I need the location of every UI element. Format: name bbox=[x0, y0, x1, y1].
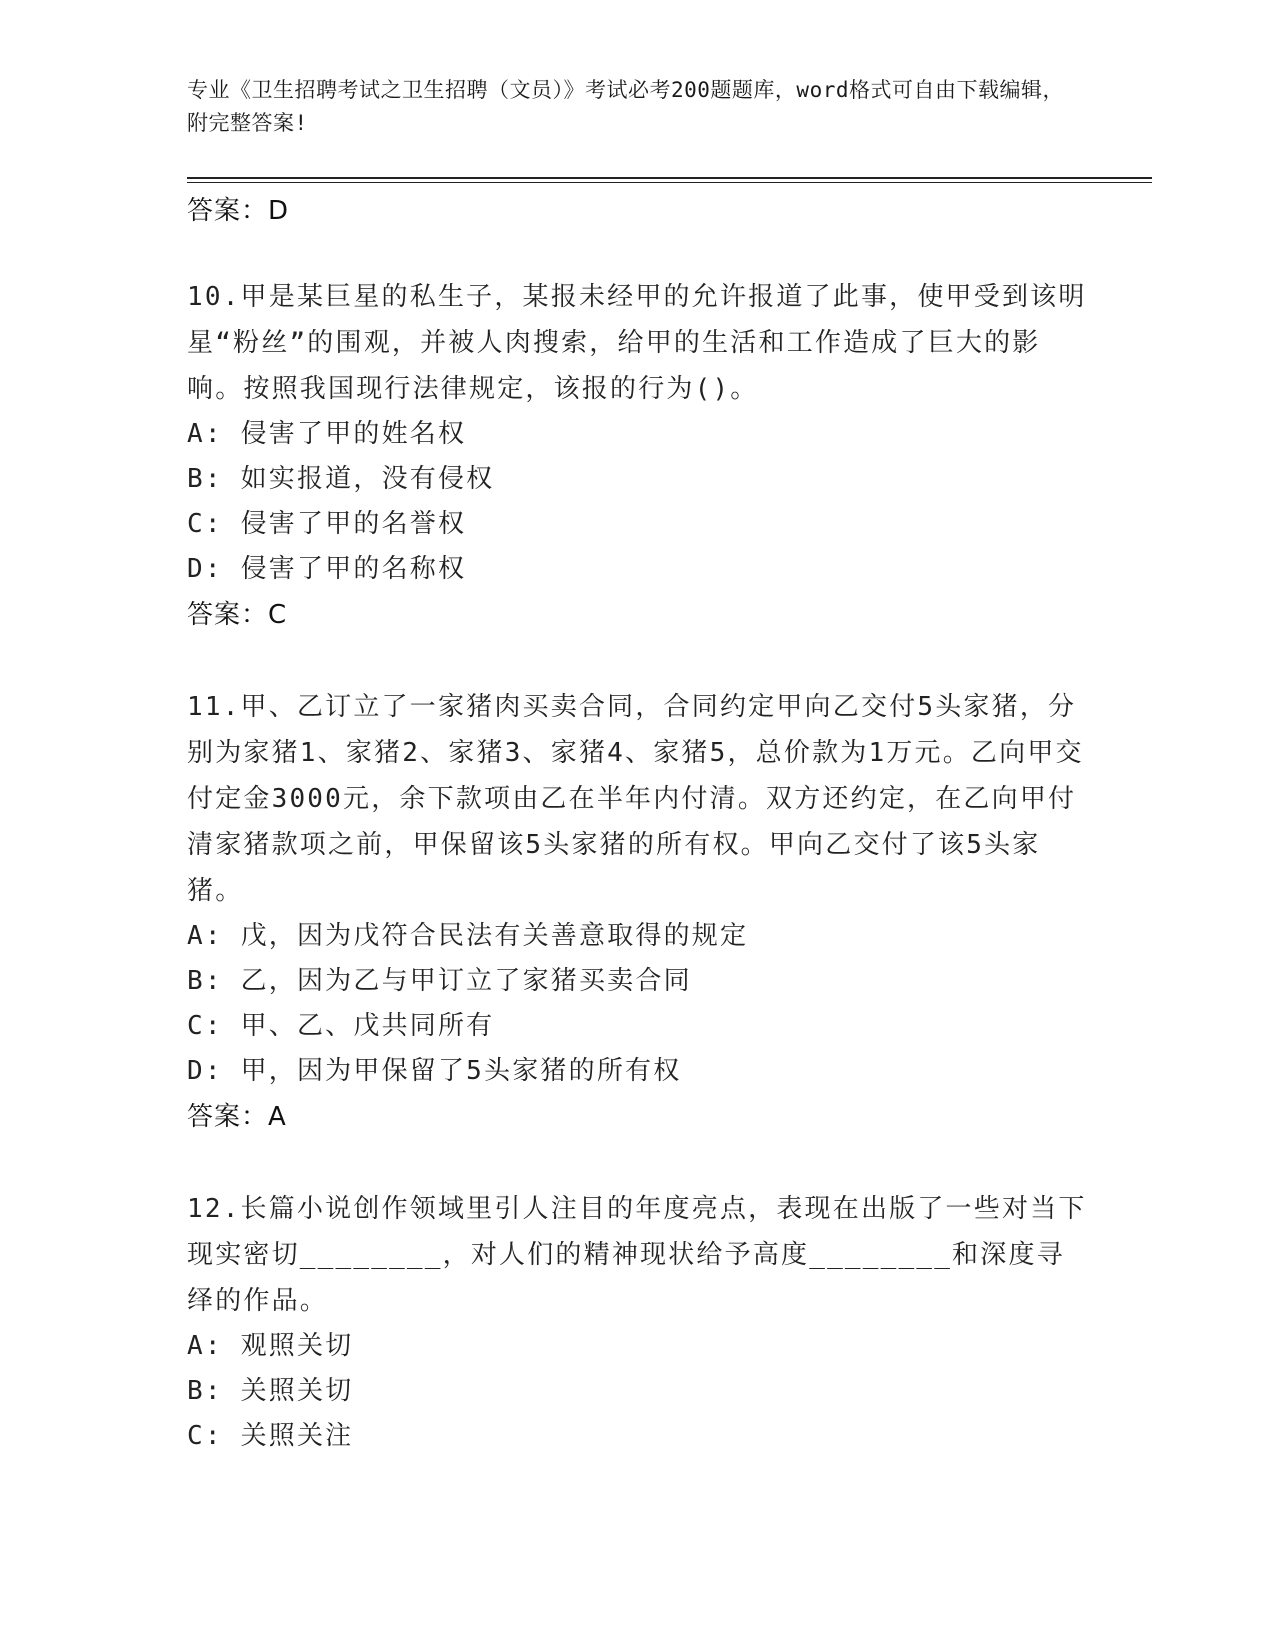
option-item bbox=[187, 1324, 1087, 1369]
option-letter: C: bbox=[187, 509, 223, 539]
option-text: 关照关注 bbox=[240, 1421, 354, 1451]
header-divider-thin bbox=[187, 182, 1152, 183]
answer-line bbox=[187, 188, 1087, 234]
question-text: 12.长篇小说创作领域里引人注目的年度亮点，表现在出版了一些对当下现实密切________，对人们的精神现状给予高度________和深度寻绎的作品。 bbox=[187, 1194, 1087, 1316]
option-letter: C: bbox=[187, 1421, 223, 1451]
answer-line bbox=[187, 592, 1087, 638]
answer-value: A bbox=[268, 1102, 287, 1132]
answer-label: 答案： bbox=[187, 196, 269, 226]
answer-value: C bbox=[268, 600, 288, 630]
option-item bbox=[187, 1369, 1087, 1414]
option-item bbox=[187, 1004, 1087, 1049]
option-letter: B: bbox=[187, 1376, 223, 1406]
document-body bbox=[187, 188, 1087, 1459]
option-text: 甲，因为甲保留了5头家猪的所有权 bbox=[240, 1056, 682, 1086]
question-block bbox=[187, 684, 1087, 1140]
option-text: 甲、乙、戊共同所有 bbox=[240, 1011, 495, 1041]
option-text: 侵害了甲的名誉权 bbox=[240, 509, 467, 539]
option-text: 乙，因为乙与甲订立了家猪买卖合同 bbox=[240, 966, 692, 996]
option-item bbox=[187, 914, 1087, 959]
option-text: 侵害了甲的姓名权 bbox=[240, 419, 467, 449]
option-item bbox=[187, 412, 1087, 457]
question-block bbox=[187, 1186, 1087, 1459]
question-text: 11.甲、乙订立了一家猪肉买卖合同，合同约定甲向乙交付5头家猪，分别为家猪1、家猪2、家猪3、家猪4、家猪5，总价款为1万元。乙向甲交付定金3000元，余下款项由乙在半年内付清。双方还约定，在乙向甲付清家猪款项之前，甲保留该5头家猪的所有权。甲向乙交付了该5头家猪。 bbox=[187, 692, 1084, 906]
page-header: 专业《卫生招聘考试之卫生招聘（文员）》考试必考200题题库，word格式可自由下载编辑，附完整答案! bbox=[187, 78, 1064, 135]
option-letter: D: bbox=[187, 1056, 223, 1086]
option-item bbox=[187, 502, 1087, 547]
option-letter: B: bbox=[187, 464, 223, 494]
option-text: 关照关切 bbox=[240, 1376, 354, 1406]
question-text: 10.甲是某巨星的私生子，某报未经甲的允许报道了此事，使甲受到该明星“粉丝”的围观，并被人肉搜索，给甲的生活和工作造成了巨大的影响。按照我国现行法律规定，该报的行为()。 bbox=[187, 282, 1087, 404]
answer-value: D bbox=[268, 196, 290, 226]
option-text: 如实报道，没有侵权 bbox=[240, 464, 495, 494]
answer-label: 答案： bbox=[187, 600, 269, 630]
option-item bbox=[187, 547, 1087, 592]
option-letter: D: bbox=[187, 554, 223, 584]
option-item bbox=[187, 457, 1087, 502]
option-text: 戊，因为戊符合民法有关善意取得的规定 bbox=[240, 921, 749, 951]
option-letter: B: bbox=[187, 966, 223, 996]
option-letter: A: bbox=[187, 921, 223, 951]
option-letter: C: bbox=[187, 1011, 223, 1041]
option-letter: A: bbox=[187, 419, 223, 449]
option-text: 观照关切 bbox=[240, 1331, 354, 1361]
option-item bbox=[187, 1049, 1087, 1094]
option-text: 侵害了甲的名称权 bbox=[240, 554, 467, 584]
answer-line bbox=[187, 1094, 1087, 1140]
answer-label: 答案： bbox=[187, 1102, 269, 1132]
header-divider-thick bbox=[187, 177, 1152, 179]
question-block bbox=[187, 274, 1087, 638]
option-item bbox=[187, 959, 1087, 1004]
option-item bbox=[187, 1414, 1087, 1459]
option-letter: A: bbox=[187, 1331, 223, 1361]
